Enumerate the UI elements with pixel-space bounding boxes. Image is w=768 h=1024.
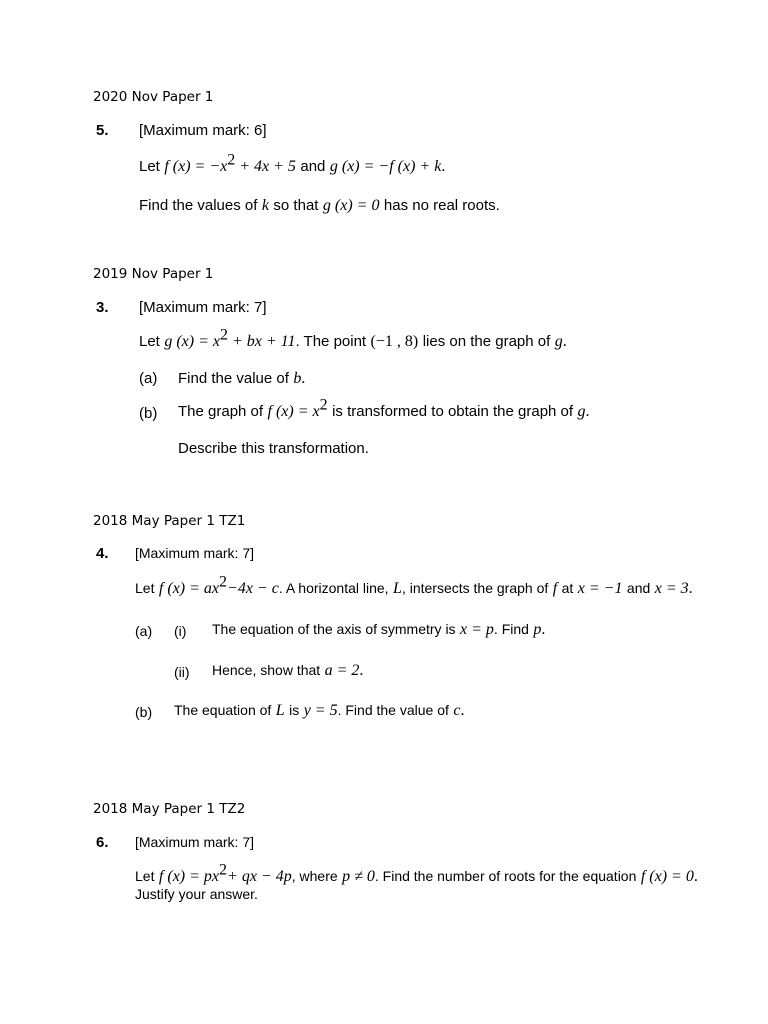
- q4-statement: Let f $(x) = px^2+$ qx − 4p, where p ≠ 0. Find the number of roots for the equation f (x) = 0.: [135, 861, 698, 885]
- q2-part-a: Find the value of b.: [178, 370, 306, 387]
- q4-justify: Justify your answer.: [135, 886, 258, 902]
- q1-task: Find the values of k so that g (x) = 0 has no real roots.: [139, 197, 500, 214]
- source-label-2018-may-tz1: 2018 May Paper 1 TZ1: [93, 513, 246, 529]
- question-number: 4.: [96, 545, 109, 562]
- question-number: 5.: [96, 122, 109, 139]
- source-label-2019-nov: 2019 Nov Paper 1: [93, 266, 214, 282]
- part-label-b: (b): [135, 704, 153, 720]
- max-mark: [Maximum mark: 7]: [139, 299, 267, 316]
- question-number: 3.: [96, 299, 109, 316]
- q1-statement: Let f $(x) = -x^2 + 4x + 5$ and g (x) = −f (x) + k.: [139, 151, 446, 175]
- max-mark: [Maximum mark: 6]: [139, 122, 267, 139]
- part-label-a: (a): [135, 623, 153, 639]
- q3-part-a-i: The equation of the axis of symmetry is x = p. Find p.: [212, 621, 546, 638]
- subpart-label-ii: (ii): [174, 664, 190, 680]
- q2-part-b-describe: Describe this transformation.: [178, 440, 369, 457]
- subpart-label-i: (i): [174, 623, 187, 639]
- source-label-2018-may-tz2: 2018 May Paper 1 TZ2: [93, 801, 246, 817]
- question-number: 6.: [96, 834, 109, 851]
- q3-part-b: The equation of L is y = 5. Find the value of c.: [174, 702, 465, 719]
- part-label-a: (a): [139, 370, 158, 387]
- q2-statement: Let g $(x) = x^2$ + bx + 11. The point (−1 , 8) lies on the graph of g.: [139, 326, 567, 350]
- q2-part-b: The graph of f $(x) = x^2$ is transformed to obtain the graph of g.: [178, 396, 590, 420]
- q3-statement: Let f $(x) = ax^2-4x - c$. A horizontal line, L, intersects the graph of f at x = −1 and x = 3.: [135, 573, 693, 597]
- q3-part-a-ii: Hence, show that a = 2.: [212, 662, 364, 679]
- part-label-b: (b): [139, 405, 158, 422]
- max-mark: [Maximum mark: 7]: [135, 834, 255, 850]
- source-label-2020-nov: 2020 Nov Paper 1: [93, 89, 214, 105]
- max-mark: [Maximum mark: 7]: [135, 545, 255, 561]
